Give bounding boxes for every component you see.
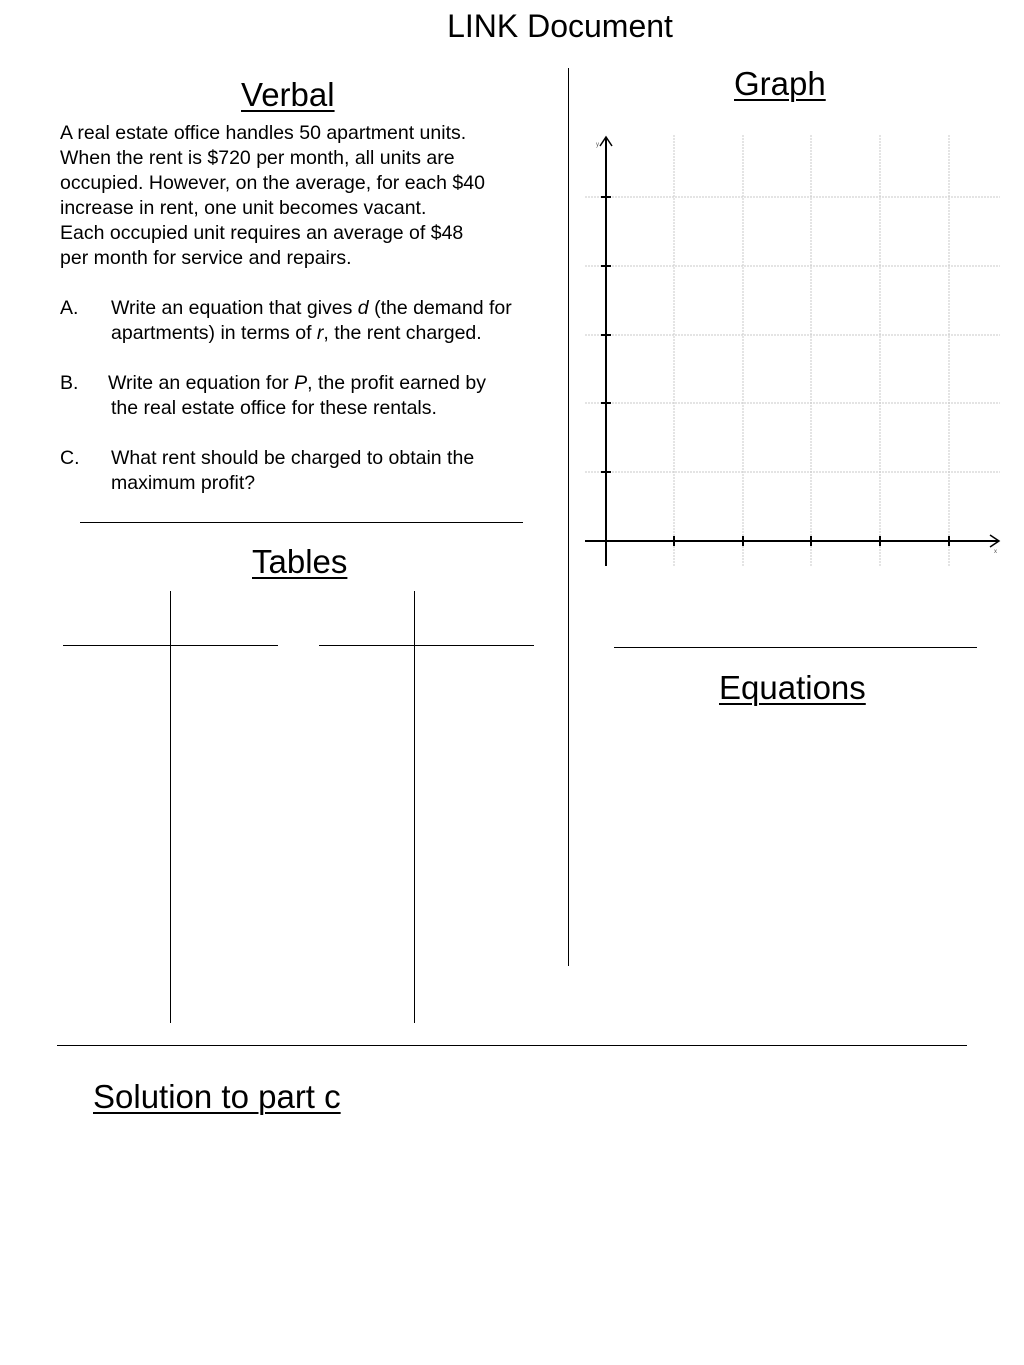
verbal-line: per month for service and repairs. [60, 247, 352, 269]
tables-heading: Tables [252, 543, 348, 580]
question-text: What rent should be charged to obtain the [111, 447, 475, 469]
verbal-line: A real estate office handles 50 apartment units. [60, 122, 467, 144]
question-line [111, 396, 486, 421]
question-text: Write an equation that gives [111, 297, 358, 319]
question-c [60, 446, 560, 496]
equations-heading: Equations [719, 669, 866, 706]
graph-divider [614, 647, 977, 648]
section-divider [57, 1045, 967, 1046]
question-text: the real estate office for these rentals. [111, 397, 437, 419]
question-line [111, 446, 474, 471]
y-axis-label: y [596, 142, 599, 148]
question-text: maximum profit? [111, 472, 256, 494]
question-text: apartments) in terms of [111, 322, 317, 344]
verbal-paragraph [60, 121, 485, 271]
question-line [111, 471, 474, 496]
variable-r: r [316, 322, 324, 344]
variable-d: d [357, 297, 369, 319]
t-chart-1-column-line [170, 591, 171, 1023]
question-text: , the profit earned by [307, 372, 486, 394]
solution-heading: Solution to part c [93, 1078, 341, 1115]
verbal-line: Each occupied unit requires an average of $48 [60, 222, 464, 244]
column-divider [568, 68, 569, 966]
document-title: LINK Document [447, 8, 673, 44]
verbal-line: occupied. However, on the average, for each $40 [60, 172, 485, 194]
t-chart-2-column-line [414, 591, 415, 1023]
question-body [108, 371, 486, 421]
question-letter: C. [60, 447, 80, 469]
grid-vertical-lines [674, 135, 949, 566]
question-line [111, 321, 512, 346]
verbal-line: When the rent is $720 per month, all units are [60, 147, 455, 169]
grid-horizontal-lines [585, 197, 1000, 472]
question-a [60, 296, 560, 346]
question-text: Write an equation for [108, 372, 295, 394]
x-axis-label: x [994, 549, 997, 555]
question-line [111, 296, 512, 321]
t-chart-2-header-line [319, 645, 534, 646]
graph-heading: Graph [734, 65, 826, 102]
question-letter: B. [60, 372, 79, 394]
verbal-line: increase in rent, one unit becomes vacant. [60, 197, 427, 219]
question-text: (the demand for [368, 297, 512, 319]
coordinate-grid [580, 130, 1024, 570]
question-b [60, 371, 560, 421]
question-body [111, 446, 474, 496]
question-line [108, 371, 486, 396]
variable-p: P [294, 372, 308, 394]
verbal-divider [80, 522, 523, 523]
question-letter: A. [60, 297, 79, 319]
question-text: , the rent charged. [323, 322, 482, 344]
verbal-heading: Verbal [241, 76, 335, 113]
question-body [111, 296, 512, 346]
